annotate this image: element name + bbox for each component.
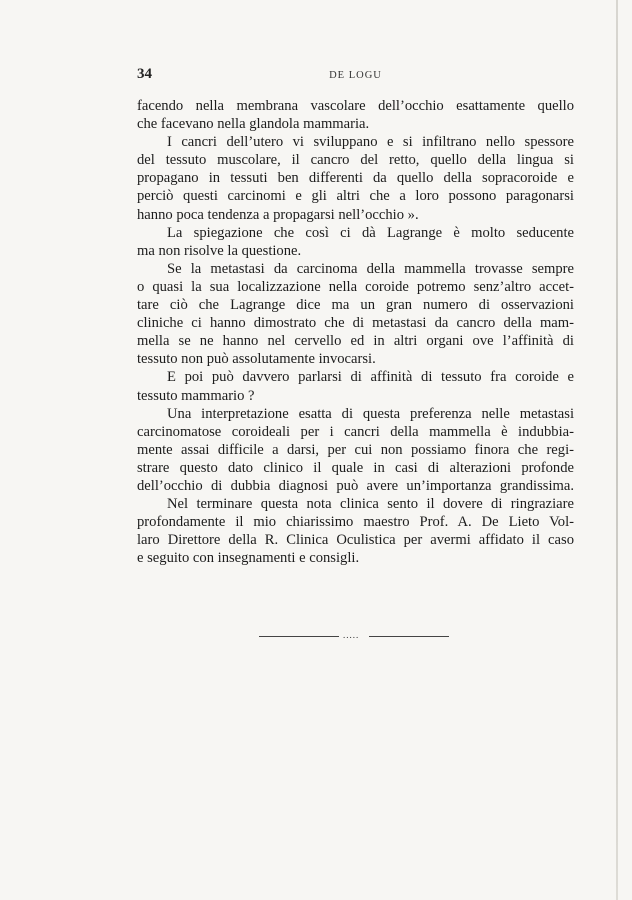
text-line: e seguito con insegnamenti e consigli. [137,550,360,567]
body-text [137,97,574,567]
text-line: del tessuto muscolare, il cancro del retto, quello della lingua si [137,152,574,169]
text-line: strare questo dato clinico il quale in casi di alterazioni profonde [137,459,574,476]
page-number: 34 [137,66,152,82]
text-line: perciò questi carcinomi e gli altri che a loro possono paragonarsi [137,188,574,205]
text-line: mella se ne hanno nel cervello ed in altri organi ove l’affinità di [137,333,574,350]
running-head: DE LOGU [329,70,382,81]
text-line: E poi può davvero parlarsi di affinità di tessuto fra coroide e [167,369,574,386]
text-line: Se la metastasi da carcinoma della mammella trovasse sempre [167,260,574,277]
divider-rule-left [259,636,339,637]
section-end-divider [259,630,449,640]
text-line: ma non risolve la questione. [137,242,302,259]
text-line: propagano in tessuti ben differenti da quello della sopracoroide e [137,170,574,187]
text-line: I cancri dell’utero vi sviluppano e si infiltrano nello spessore [167,134,574,151]
divider-rule-right [369,636,449,637]
text-line: profondamente il mio chiarissimo maestro Prof. A. De Lieto Vol- [137,514,574,531]
text-line: tare ciò che Lagrange dice ma un gran numero di osservazioni [137,297,574,314]
text-line: che facevano nella glandola mammaria. [137,116,370,133]
text-line: hanno poca tendenza a propagarsi nell’occhio ». [137,206,419,223]
text-line: dell’occhio di dubbia diagnosi può avere un’importanza grandissima. [137,477,574,494]
text-line: mente assai difficile a darsi, per cui non possiamo finora che regi- [137,441,574,458]
text-line: laro Direttore della R. Clinica Oculistica per avermi affidato il caso [137,532,574,549]
text-line: tessuto mammario ? [137,387,255,404]
text-line: tessuto non può assolutamente invocarsi. [137,351,376,368]
text-line: Una interpretazione esatta di questa preferenza nelle metastasi [167,405,574,422]
text-line: cliniche ci hanno dimostrato che di metastasi da cancro della mam- [137,315,574,332]
page-header [137,66,574,86]
text-line: facendo nella membrana vascolare dell’occhio esattamente quello [137,98,574,114]
text-line: La spiegazione che così ci dà Lagrange è molto seducente [167,224,574,241]
text-line: o quasi la sua localizzazione nella coroide potremo senz’altro accet- [137,278,574,295]
page-edge-shadow [616,0,618,900]
text-line: Nel terminare questa nota clinica sento il dovere di ringraziare [167,496,574,513]
text-line: carcinomatose coroideali per i cancri della mammella è indubbia- [137,423,574,440]
divider-ornament: ..... [343,630,360,640]
